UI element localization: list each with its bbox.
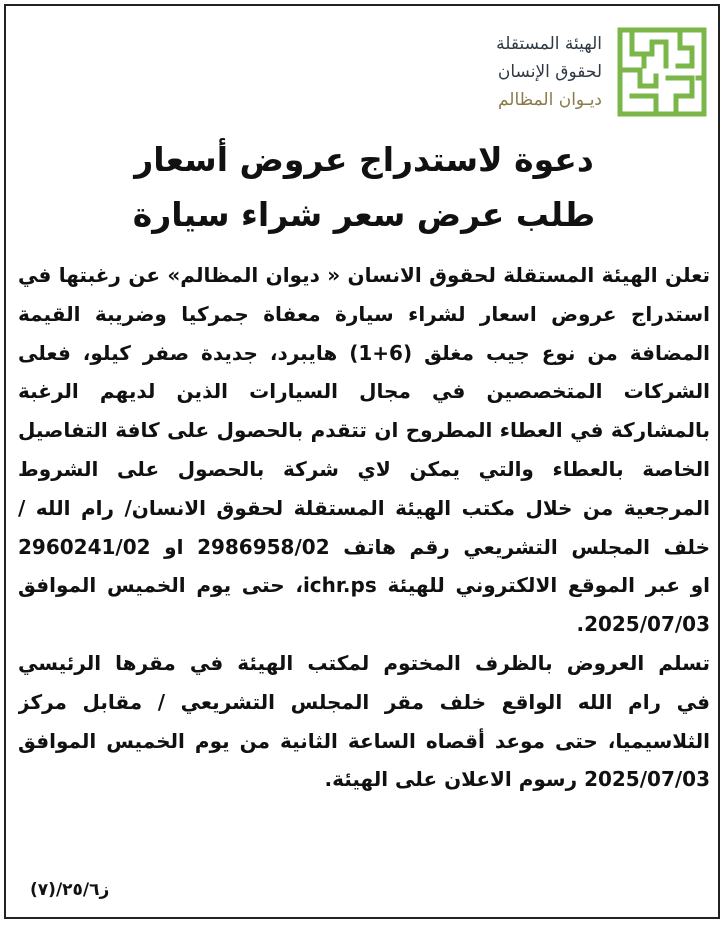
body-line: تعلن الهيئة المستقلة لحقوق الانسان « ديوان المظالم» عن رغبتها في [18,263,710,287]
body-line: الخاصة بالعطاء والتي يمكن لاي شركة بالحصول على الشروط [18,456,710,481]
body-line: بالمشاركة في العطاء المطروح ان تتقدم بالحصول على كافة التفاصيل [18,418,710,443]
kufic-logo-icon [616,26,708,118]
ad-body [18,256,710,799]
ad-reference-number: ز٢٥/٦/(٧) [30,880,110,900]
header [348,20,708,130]
body-line: 2025/07/03. [576,612,710,637]
body-line: في رام الله الواقع خلف مقر المجلس التشريعي / مقابل مركز [18,689,710,714]
body-line: المرجعية من خلال مكتب الهيئة المستقلة لحقوق الانسان/ رام الله / [18,495,710,520]
org-logo [616,26,708,118]
ad-subtitle: طلب عرض سعر شراء سيارة [132,195,596,234]
body-line: الشركات المتخصصين في مجال السيارات الذين لديهم الرغبة [18,379,710,404]
org-name-line1: الهيئة المستقلة [496,34,602,54]
body-line: او عبر الموقع الالكتروني للهيئة ichr.ps، حتى يوم الخميس الموافق [18,573,710,598]
body-line: 2025/07/03 رسوم الاعلان على الهيئة. [324,767,710,792]
org-name-line2: لحقوق الإنسان [497,62,602,82]
body-line: الثلاسيميا، حتى موعد أقصاه الساعة الثانية من يوم الخميس الموافق [18,728,710,753]
body-line: استدراج عروض اسعار لشراء سيارة معفاة جمركيا وضريبة القيمة [18,301,710,326]
org-name-line3: ديـوان المظالم [497,90,602,110]
ad-title: دعوة لاستدراج عروض أسعار [134,140,594,179]
body-line: تسلم العروض بالظرف المختوم لمكتب الهيئة في مقرها الرئيسي [18,650,710,675]
body-line: خلف المجلس التشريعي رقم هاتف 2986958/02 او 2960241/02 [18,534,710,559]
body-line: المضافة من نوع جيب مغلق (6+1) هايبرد، جديدة صفر كيلو، فعلى [18,340,710,365]
org-name [496,30,602,114]
